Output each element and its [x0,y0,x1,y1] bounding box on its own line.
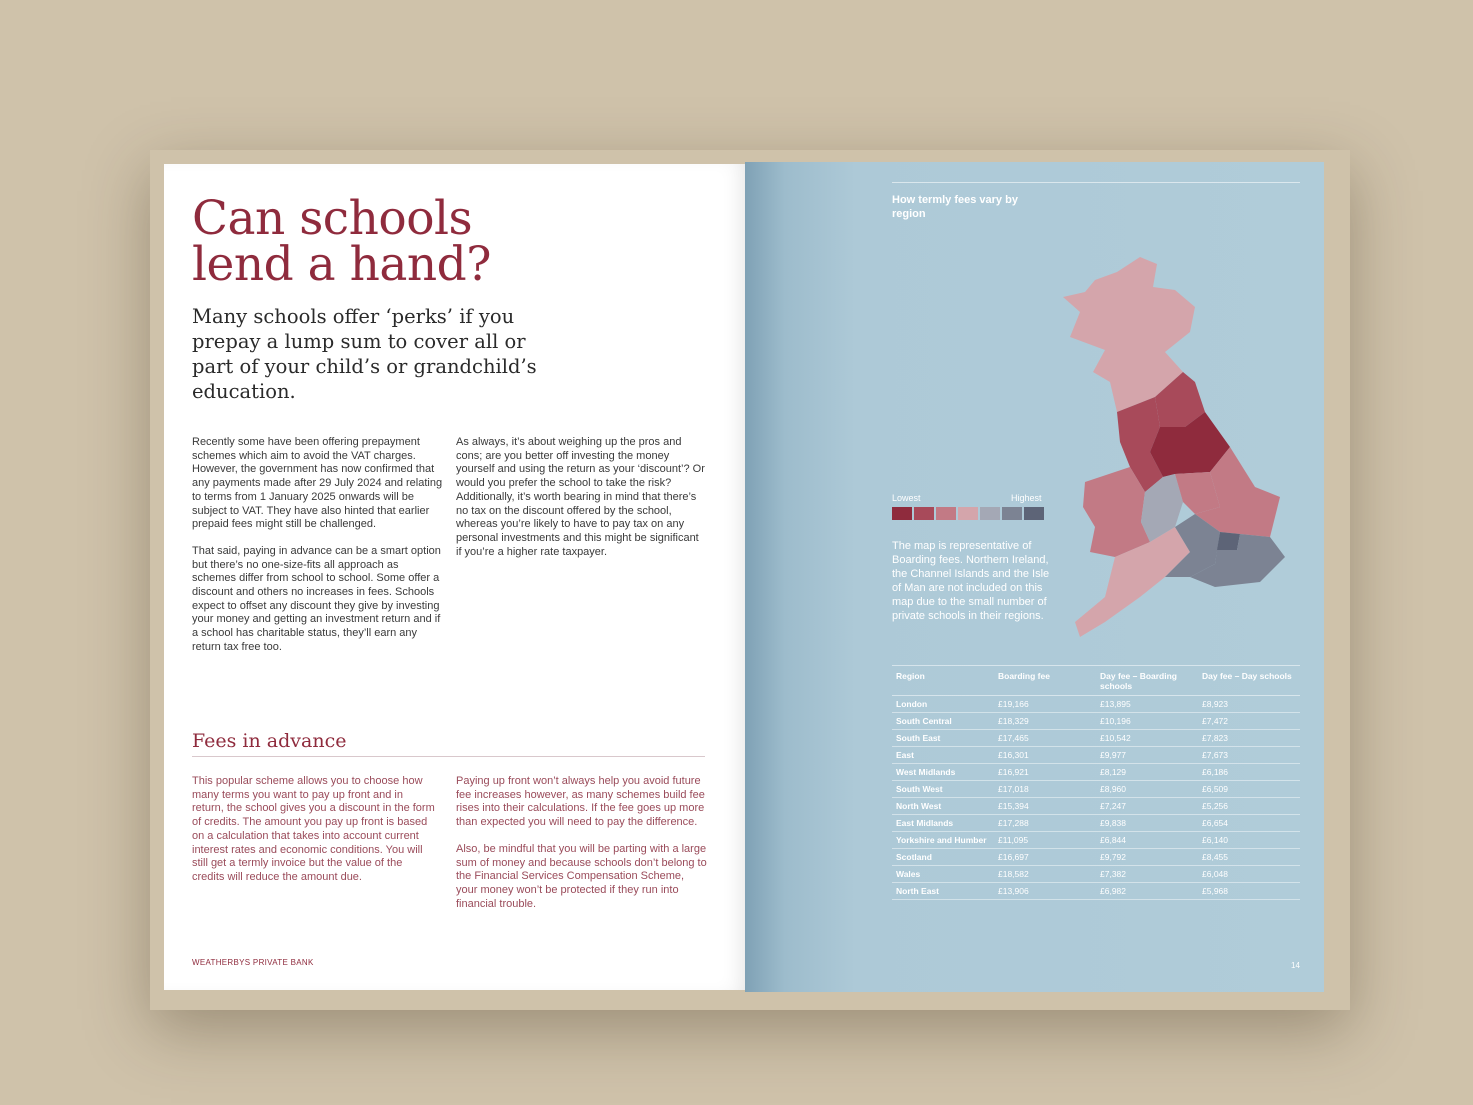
color-legend [892,507,1044,520]
fee-cell: £9,838 [1096,815,1198,832]
column-header: Region [896,671,925,681]
legend-swatch [958,507,978,520]
fee-cell: £13,906 [994,883,1096,900]
intro-paragraph: Recently some have been offering prepayment schemes which aim to avoid the VAT charges. However, the government has now confirmed that any payments made after 29 July 2024 and relating to terms from 1 January 2025 onwards will be subject to VAT. They have also hinted that earlier prepaid fees might still be challenged. [192,436,443,531]
fees-column-2 [456,775,708,924]
table-row [892,747,1300,764]
region-name-cell: South Central [892,713,994,730]
fees-column-1 [192,775,437,898]
title-line-2: lend a hand? [192,237,491,292]
fee-cell: £8,129 [1096,764,1198,781]
section-heading: Fees in advance [192,730,347,752]
fees-table [892,665,1300,900]
fees-paragraph: Paying up front won’t always help you avoid future fee increases however, as many schemes build fee rises into their calculations. If the fee goes up more than expected you will need to pay the difference. [456,775,705,829]
fee-cell: £5,968 [1198,883,1300,900]
region-name-cell: South West [892,781,994,798]
region-name-cell: Scotland [892,849,994,866]
intro-paragraph: That said, paying in advance can be a smart option but there’s no one-size-fits all approach as schemes differ from school to school. Some offer a discount and others no increases in fees. Schools expect to offset any discount they give by investing your money and getting an investment return and if a school has charitable status, they’ll earn any return tax free too. [192,544,441,653]
fees-paragraph: This popular scheme allows you to choose how many terms you want to pay up front and in return, the school gives you a discount in the form of credits. The amount you pay up front is based on a calculation that takes into account current interest rates and economic conditions. You will still get a termly invoice but the value of the credits will reduce the amount due. [192,775,435,883]
legend-swatch [980,507,1000,520]
map-note: The map is representative of Boarding fees. Northern Ireland, the Channel Islands and the Isle of Man are not included on this map due to the small number of private schools in their regions. [892,540,1050,622]
intro-column-1 [192,436,444,668]
intro-paragraph: As always, it’s about weighing up the pros and cons; are you better off investing the money yourself and using the return as your ‘discount’? Or would you prefer the school to take the risk? Additionally, it’s worth bearing in mind that there’s no tax on the discount offered by the school, whereas you’re likely to have to pay tax on any personal investments and this might be significant if you’re a higher rate taxpayer. [456,436,705,558]
fee-cell: £7,823 [1198,730,1300,747]
fee-cell: £9,977 [1096,747,1198,764]
fee-cell: £7,247 [1096,798,1198,815]
column-header: Day fee – Day schools [1202,671,1292,681]
legend-swatch [914,507,934,520]
table-body [892,696,1300,900]
fee-cell: £16,921 [994,764,1096,781]
table-row [892,730,1300,747]
fee-cell: £10,542 [1096,730,1198,747]
fee-cell: £8,455 [1198,849,1300,866]
page-subtitle: Many schools offer ‘perks’ if you prepay a lump sum to cover all or part of your child’s or grandchild’s education. [192,305,537,403]
legend-swatch [1002,507,1022,520]
top-rule [892,182,1300,183]
fee-cell: £18,582 [994,866,1096,883]
fee-cell: £19,166 [994,696,1096,713]
table-row [892,696,1300,713]
fee-cell: £7,673 [1198,747,1300,764]
fee-cell: £6,140 [1198,832,1300,849]
region-name-cell: North East [892,883,994,900]
fee-cell: £8,960 [1096,781,1198,798]
legend-low-label: Lowest [892,493,921,503]
map-region-london [1217,532,1240,550]
fee-cell: £18,329 [994,713,1096,730]
region-name-cell: West Midlands [892,764,994,781]
fee-cell: £7,472 [1198,713,1300,730]
left-page [164,164,745,990]
table-row [892,849,1300,866]
table-header-row [892,666,1300,696]
region-name-cell: East [892,747,994,764]
region-name-cell: London [892,696,994,713]
fee-cell: £16,697 [994,849,1096,866]
table-row [892,815,1300,832]
region-name-cell: North West [892,798,994,815]
footer-brand: WEATHERBYS PRIVATE BANK [192,958,314,967]
region-name-cell: Wales [892,866,994,883]
fee-cell: £5,256 [1198,798,1300,815]
legend-high-label: Highest [1011,493,1042,503]
fee-cell: £6,509 [1198,781,1300,798]
map-title: How termly fees vary by region [892,194,1018,220]
fee-cell: £6,982 [1096,883,1198,900]
legend-swatch [892,507,912,520]
table-row [892,781,1300,798]
page-title [192,191,491,292]
legend-swatch [936,507,956,520]
fee-cell: £16,301 [994,747,1096,764]
fee-cell: £17,465 [994,730,1096,747]
fee-cell: £7,382 [1096,866,1198,883]
fee-cell: £11,095 [994,832,1096,849]
fee-cell: £10,196 [1096,713,1198,730]
fee-cell: £17,018 [994,781,1096,798]
fee-cell: £17,288 [994,815,1096,832]
fee-cell: £6,048 [1198,866,1300,883]
region-name-cell: Yorkshire and Humber [892,832,994,849]
fee-cell: £9,792 [1096,849,1198,866]
uk-fees-map [1045,252,1305,642]
fees-paragraph: Also, be mindful that you will be parting with a large sum of money and because schools don’t belong to the Financial Services Compensation Scheme, your money won’t be protected if they run into financial trouble. [456,842,707,910]
legend-swatch [1024,507,1044,520]
fee-cell: £6,654 [1198,815,1300,832]
page-number: 14 [1291,961,1300,970]
table-row [892,866,1300,883]
table-row [892,883,1300,900]
fee-cell: £6,844 [1096,832,1198,849]
region-name-cell: East Midlands [892,815,994,832]
table-row [892,798,1300,815]
section-divider [192,756,705,757]
table-row [892,713,1300,730]
region-name-cell: South East [892,730,994,747]
column-header: Boarding fee [998,671,1050,681]
column-header: Day fee – Boarding schools [1100,671,1177,691]
title-line-1: Can schools [192,191,473,246]
table-row [892,832,1300,849]
table-row [892,764,1300,781]
fee-cell: £15,394 [994,798,1096,815]
fee-cell: £8,923 [1198,696,1300,713]
fee-cell: £6,186 [1198,764,1300,781]
fee-cell: £13,895 [1096,696,1198,713]
right-page [745,162,1324,992]
intro-column-2 [456,436,706,572]
